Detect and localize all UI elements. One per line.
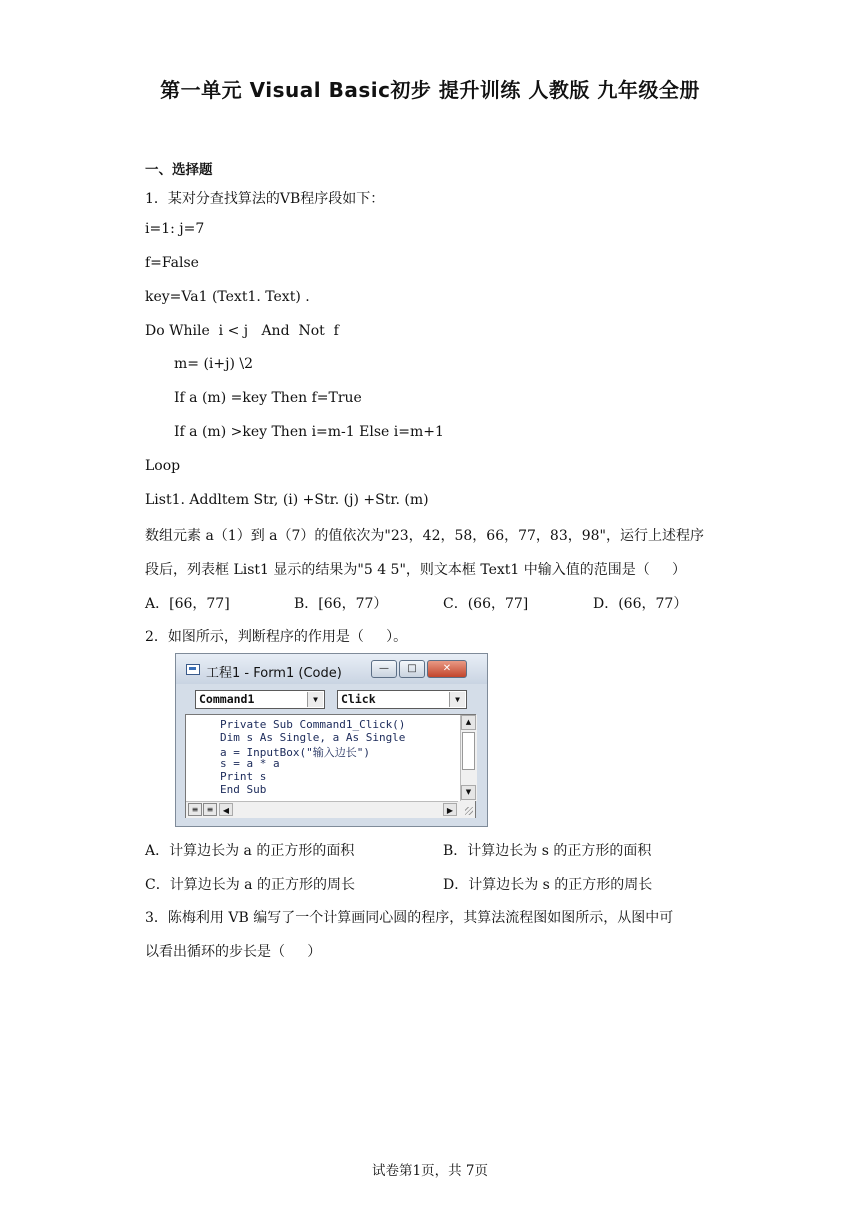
code-line: f=False	[145, 255, 199, 271]
option-a: A．[66，77]	[145, 596, 230, 612]
question-2-stem: 2．如图所示，判断程序的作用是（ ）。	[145, 629, 408, 645]
option-d: D．计算边长为 s 的正方形的周长	[443, 877, 653, 893]
code-line: Print s	[220, 770, 267, 783]
scroll-right-icon[interactable]: ▶	[443, 803, 457, 816]
page-footer: 试卷第1页，共 7页	[372, 1163, 488, 1179]
scroll-thumb[interactable]	[462, 732, 475, 770]
question-3-stem: 以看出循环的步长是（ ）	[145, 944, 322, 960]
question-1-stem: 1．某对分查找算法的VB程序段如下：	[145, 191, 385, 207]
object-combo-value: Command1	[199, 692, 255, 706]
window-icon	[186, 664, 200, 675]
code-line: Loop	[145, 458, 181, 474]
code-line: i=1: j=7	[145, 221, 205, 237]
chevron-down-icon[interactable]: ▼	[449, 692, 465, 707]
section-heading: 一、选择题	[145, 162, 213, 178]
code-editor[interactable]	[185, 714, 476, 818]
option-a: A．计算边长为 a 的正方形的面积	[145, 843, 355, 859]
option-b: B．[66，77）	[294, 596, 388, 612]
question-1-description: 段后，列表框 List1 显示的结果为"5 4 5"，则文本框 Text1 中输入值的范围是（ ）	[145, 562, 687, 578]
procedure-combo-value: Click	[341, 692, 376, 706]
full-module-view-icon[interactable]: ≡	[203, 803, 217, 816]
scroll-left-icon[interactable]: ◀	[219, 803, 233, 816]
object-combo[interactable]	[195, 690, 325, 709]
option-d: D．(66，77）	[593, 596, 688, 612]
option-b: B．计算边长为 s 的正方形的面积	[443, 843, 652, 859]
window-title: 工程1 - Form1 (Code)	[206, 666, 342, 681]
code-line: If a (m) >key Then i=m-1 Else i=m+1	[174, 424, 444, 440]
window-titlebar	[176, 654, 487, 684]
procedure-combo[interactable]	[337, 690, 467, 709]
chevron-down-icon[interactable]: ▼	[307, 692, 323, 707]
resize-grip-icon[interactable]	[458, 801, 475, 817]
code-line: s = a * a	[220, 757, 280, 770]
scroll-down-icon[interactable]: ▼	[461, 785, 476, 800]
code-line: Private Sub Command1_Click()	[220, 718, 406, 731]
vb-code-window	[175, 653, 488, 827]
code-line: a = InputBox("输入边长")	[220, 746, 370, 759]
code-line: List1. Addltem Str, (i) +Str. (j) +Str. (m)	[145, 492, 429, 508]
vertical-scrollbar[interactable]	[460, 715, 477, 801]
question-3-stem: 3．陈梅利用 VB 编写了一个计算画同心圆的程序，其算法流程图如图所示，从图中可	[145, 910, 674, 926]
scroll-up-icon[interactable]: ▲	[461, 715, 476, 730]
procedure-view-icon[interactable]: ≡	[188, 803, 202, 816]
code-line: End Sub	[220, 783, 267, 796]
close-button[interactable]: ✕	[427, 660, 467, 678]
page-title: 第一单元 Visual Basic初步 提升训练 人教版 九年级全册	[160, 78, 700, 102]
code-line: m= (i+j) \2	[174, 356, 254, 372]
code-line: key=Va1 (Text1. Text) .	[145, 289, 310, 305]
code-line: Do While i < j And Not f	[145, 323, 339, 339]
code-line: If a (m) =key Then f=True	[174, 390, 362, 406]
option-c: C．计算边长为 a 的正方形的周长	[145, 877, 355, 893]
horizontal-scrollbar[interactable]	[186, 801, 475, 818]
maximize-button[interactable]: □	[399, 660, 425, 678]
option-c: C．(66，77]	[443, 596, 529, 612]
code-line: Dim s As Single, a As Single	[220, 731, 406, 744]
minimize-button[interactable]: —	[371, 660, 397, 678]
question-1-description: 数组元素 a（1）到 a（7）的值依次为"23，42，58，66，77，83，98"，运行上述程序	[145, 528, 704, 544]
